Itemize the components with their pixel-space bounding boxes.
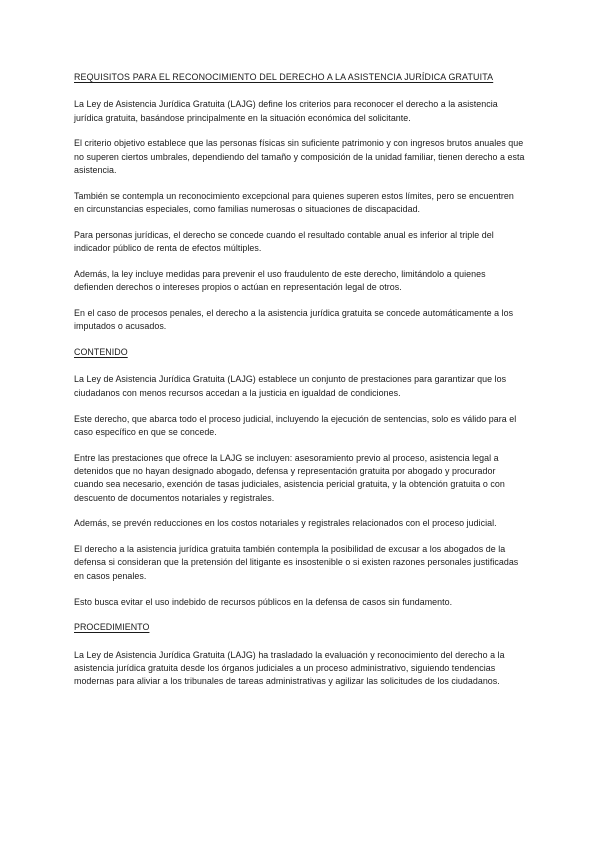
paragraph: Para personas jurídicas, el derecho se concede cuando el resultado contable anual es inferior al triple del indicador público de renta de efectos múltiples. <box>74 229 494 254</box>
paragraph: Además, la ley incluye medidas para prevenir el uso fraudulento de este derecho, limitándolo a quienes defienden derechos o intereses propios o actúan en representación legal de otros. <box>74 268 486 293</box>
paragraph: La Ley de Asistencia Jurídica Gratuita (LAJG) define los criterios para reconocer el derecho a la asistencia jurídica gratuita, basándose principalmente en la situación económica del solicitante. <box>74 99 498 123</box>
paragraph: El criterio objetivo establece que las personas físicas sin suficiente patrimonio y con ingresos brutos anuales que no superen ciertos umbrales, dependiendo del tamaño y composición de la unidad familiar, tienen derecho a esta asistencia. <box>74 138 525 175</box>
paragraph: Esto busca evitar el uso indebido de recursos públicos en la defensa de casos sin fundamento. <box>74 596 453 607</box>
section-heading-contenido: CONTENIDO <box>74 347 128 358</box>
section-heading-procedimiento: PROCEDIMIENTO <box>74 622 150 633</box>
paragraph: Este derecho, que abarca todo el proceso judicial, incluyendo la ejecución de sentencias, solo es válido para el caso específico en que se concede. <box>74 413 517 437</box>
document-title: REQUISITOS PARA EL RECONOCIMIENTO DEL DERECHO A LA ASISTENCIA JURÍDICA GRATUITA <box>74 72 494 82</box>
paragraph: La Ley de Asistencia Jurídica Gratuita (LAJG) ha trasladado la evaluación y reconocimiento del derecho a la asistencia jurídica gratuita desde los órganos judiciales a un proceso administrativo, siguiendo tendencias modernas para aliviar a los tribunales de tareas administrativas y agilizar las solicitudes de los ciudadanos. <box>74 649 505 687</box>
paragraph: También se contempla un reconocimiento excepcional para quienes superen estos límites, pero se encuentren en circunstancias especiales, como familias numerosas o situaciones de discapacidad. <box>74 190 514 215</box>
paragraph: Además, se prevén reducciones en los costos notariales y registrales relacionados con el proceso judicial. <box>74 518 497 529</box>
paragraph: En el caso de procesos penales, el derecho a la asistencia jurídica gratuita se concede automáticamente a los imputados o acusados. <box>74 308 514 332</box>
paragraph: La Ley de Asistencia Jurídica Gratuita (LAJG) establece un conjunto de prestaciones para garantizar que los ciudadanos con menos recursos accedan a la justicia en igualdad de condiciones. <box>74 374 507 398</box>
paragraph: Entre las prestaciones que ofrece la LAJG se incluyen: asesoramiento previo al proceso, asistencia legal a detenidos que no hayan designado abogado, defensa y representación gratuita por abogado y procurador cuando sea necesario, exención de tasas judiciales, asistencia pericial gratuita, y la obtención gratuita o con descuento de documentos notariales y registrales. <box>74 452 505 503</box>
paragraph: El derecho a la asistencia jurídica gratuita también contempla la posibilidad de excusar a los abogados de la defensa si consideran que la pretensión del litigante es insostenible o si existen razones personales justificadas en casos penales. <box>74 544 519 581</box>
document-page <box>74 71 526 701</box>
